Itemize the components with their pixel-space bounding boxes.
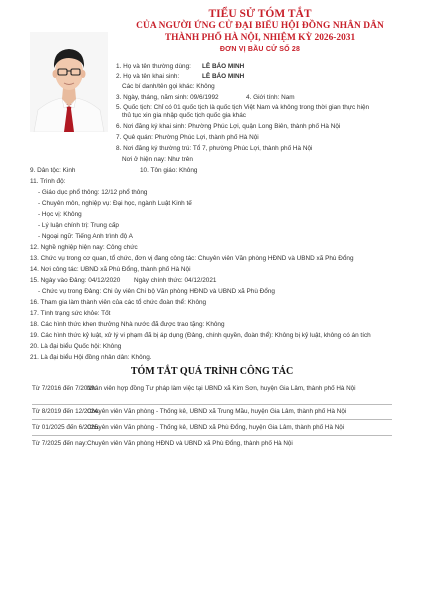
workplace: 14. Nơi công tác: UBND xã Phù Đổng, thành phố Hà Nội bbox=[30, 266, 191, 273]
career-title: TÓM TẮT QUÁ TRÌNH CÔNG TÁC bbox=[130, 366, 294, 377]
education-language: - Ngoại ngữ: Tiếng Anh trình độ A bbox=[38, 233, 133, 240]
party-official-date: Ngày chính thức: 04/12/2021 bbox=[134, 277, 217, 284]
occupation: 12. Nghề nghiệp hiện nay: Công chức bbox=[30, 244, 138, 251]
party-join-date: 15. Ngày vào Đảng: 04/12/2020 bbox=[30, 277, 121, 284]
awards: 18. Các hình thức khen thưởng Nhà nước đã được trao tặng: Không bbox=[30, 321, 225, 328]
document-term: THÀNH PHỐ HÀ NỘI, NHIỆM KỲ 2026-2031 bbox=[164, 33, 356, 43]
education-heading: 11. Trình độ: bbox=[30, 178, 66, 185]
hometown: 7. Quê quán: Phường Phúc Lợi, thành phố Hà Nội bbox=[116, 134, 259, 141]
career-period: Từ 7/2016 đến 7/2019: bbox=[32, 385, 97, 392]
education-degree: - Học vị: Không bbox=[38, 211, 82, 218]
document-title: TIỂU SỬ TÓM TẮT bbox=[208, 8, 312, 20]
current-residence: Nơi ở hiện nay: Như trên bbox=[122, 156, 193, 163]
education-professional: - Chuyên môn, nghiệp vụ: Đại học, ngành Luật Kinh tế bbox=[38, 200, 192, 207]
nationality-cont: thủ tục xin gia nhập quốc tịch quốc gia khác bbox=[122, 112, 246, 119]
electoral-unit: ĐƠN VỊ BẦU CỬ SỐ 28 bbox=[219, 46, 301, 53]
education-general: - Giáo dục phổ thông: 12/12 phổ thông bbox=[38, 189, 148, 196]
career-description: Chuyên viên Văn phòng - Thống kê, UBND xã Phù Đổng, huyện Gia Lâm, thành phố Hà Nội bbox=[87, 424, 345, 431]
national-assembly: 20. Là đại biểu Quốc hội: Không bbox=[30, 343, 122, 350]
common-name-label: 1. Họ và tên thường dùng: bbox=[116, 63, 191, 70]
career-description: Chuyên viên Văn phòng HĐND và UBND xã Phù Đổng, thành phố Hà Nội bbox=[87, 440, 293, 447]
career-row bbox=[32, 439, 392, 451]
career-period: Từ 7/2025 đến nay: bbox=[32, 440, 87, 447]
date-of-birth: 3. Ngày, tháng, năm sinh: 09/6/1992 bbox=[116, 94, 219, 101]
career-description: Chuyên viên Văn phòng - Thống kê, UBND xã Trung Mầu, huyện Gia Lâm, thành phố Hà Nội bbox=[87, 408, 347, 415]
organizations: 16. Tham gia làm thành viên của các tổ chức đoàn thể: Không bbox=[30, 299, 207, 306]
career-period: Từ 01/2025 đến 6/2025: bbox=[32, 424, 100, 431]
education-political: - Lý luận chính trị: Trung cấp bbox=[38, 222, 119, 229]
ethnicity: 9. Dân tộc: Kinh bbox=[30, 167, 76, 174]
career-period: Từ 8/2019 đến 12/2024: bbox=[32, 408, 100, 415]
position: 13. Chức vụ trong cơ quan, tổ chức, đơn vị đang công tác: Chuyên viên Văn phòng HĐND và UBND xã Phù Đổng bbox=[30, 255, 354, 262]
aliases: Các bí danh/tên gọi khác: Không bbox=[122, 83, 215, 90]
common-name-value: LÊ BẢO MINH bbox=[202, 63, 245, 70]
discipline: 19. Các hình thức kỷ luật, xử lý vi phạm đã bị áp dụng (Đảng, chính quyền, đoàn thể): Không bị kỷ luật, không có án tích bbox=[30, 332, 371, 339]
career-row bbox=[32, 423, 392, 436]
gender: 4. Giới tính: Nam bbox=[246, 94, 295, 101]
religion: 10. Tôn giáo: Không bbox=[140, 167, 198, 174]
nationality: 5. Quốc tịch: Chỉ có 01 quốc tịch là quốc tịch Việt Nam và không trong thời gian thực hiện bbox=[116, 104, 370, 111]
peoples-council: 21. Là đại biểu Hội đồng nhân dân: Không. bbox=[30, 354, 152, 361]
health: 17. Tình trạng sức khỏe: Tốt bbox=[30, 310, 111, 317]
birth-registration: 6. Nơi đăng ký khai sinh: Phường Phúc Lợi, quận Long Biên, thành phố Hà Nội bbox=[116, 123, 341, 130]
permanent-residence: 8. Nơi đăng ký thường trú: Tổ 7, phường Phúc Lợi, thành phố Hà Nội bbox=[116, 145, 313, 152]
career-row bbox=[32, 384, 392, 405]
career-row bbox=[32, 407, 392, 420]
document-subtitle: CỦA NGƯỜI ỨNG CỬ ĐẠI BIỂU HỘI ĐỒNG NHÂN DÂN bbox=[136, 21, 384, 31]
birth-name-value: LÊ BẢO MINH bbox=[202, 73, 245, 80]
career-description: Nhân viên hợp đồng Tư pháp làm việc tại UBND xã Kim Sơn, huyện Gia Lâm, thành phố Hà Nội bbox=[87, 385, 356, 392]
birth-name-label: 2. Họ và tên khai sinh: bbox=[116, 73, 180, 80]
candidate-photo bbox=[30, 32, 108, 132]
party-position: - Chức vụ trong Đảng: Chi ủy viên Chi bộ Văn phòng HĐND và UBND xã Phù Đổng bbox=[38, 288, 275, 295]
